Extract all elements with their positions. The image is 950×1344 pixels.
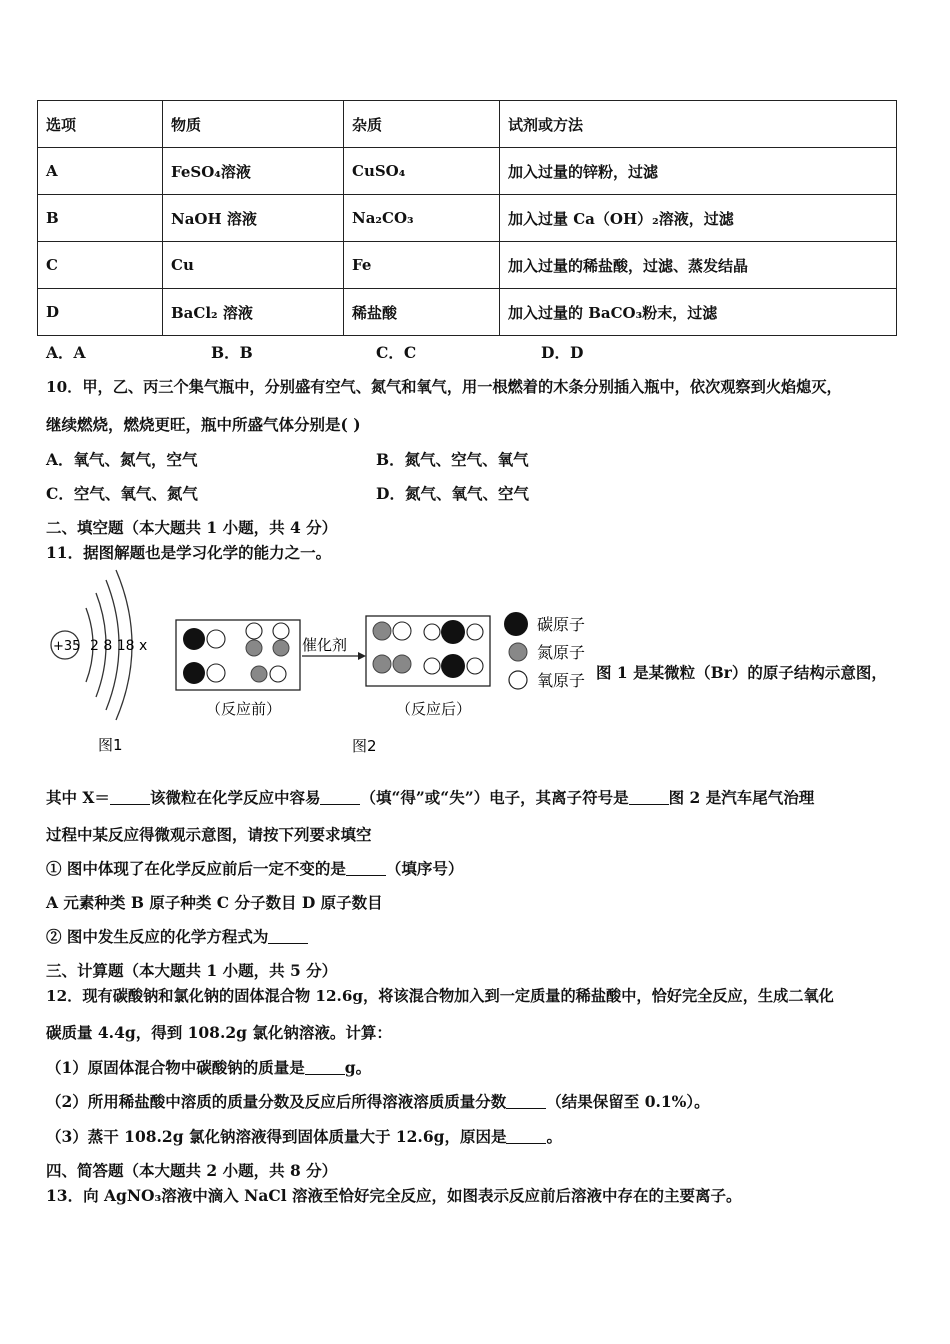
- q10-choice-b: B．氮气、空气、氧气: [376, 450, 529, 469]
- q11-line1-part-d: 图 2 是汽车尾气治理: [668, 788, 815, 807]
- nitrogen-atom: [273, 640, 289, 656]
- table-cell: Cu: [163, 242, 344, 289]
- q12-part2-text: （2）所用稀盐酸中溶质的质量分数及反应后所得溶液溶质质量分数: [46, 1092, 507, 1111]
- q11-stem: 11．据图解题也是学习化学的能力之一。: [46, 543, 332, 562]
- answer-blank[interactable]: [320, 790, 360, 805]
- legend-oxygen-label: 氧原子: [537, 671, 586, 690]
- q11-side-text: 图 1 是某微粒（Br）的原子结构示意图，: [596, 663, 887, 682]
- q11-line1-part-c: （填“得”或“失”）电子，其离子符号是: [360, 788, 629, 807]
- oxygen-atom: [270, 666, 286, 682]
- oxygen-atom: [424, 658, 440, 674]
- q12-part2-tail: （结果保留至 0.1%）。: [546, 1092, 710, 1111]
- q12-part1-tail: g。: [344, 1058, 372, 1077]
- table-cell: 稀盐酸: [344, 289, 500, 336]
- q12-part3-tail: 。: [546, 1127, 562, 1146]
- arrow-head-icon: [358, 652, 366, 660]
- figure2-label: 图2: [352, 737, 377, 755]
- q12-part3: [46, 1125, 562, 1147]
- answer-blank[interactable]: [346, 861, 386, 876]
- table-cell: A: [38, 148, 163, 195]
- section-heading: 三、计算题（本大题共 1 小题，共 5 分）: [46, 961, 338, 980]
- nitrogen-atom: [373, 622, 391, 640]
- table-row: [38, 289, 897, 336]
- q9-choice-d: D．D: [541, 343, 584, 362]
- figure1-label: 图1: [98, 736, 123, 754]
- table-cell: D: [38, 289, 163, 336]
- oxygen-atom: [246, 623, 262, 639]
- section-heading: 四、简答题（本大题共 2 小题，共 8 分）: [46, 1161, 338, 1180]
- q12-part1-text: （1）原固体混合物中碳酸钠的质量是: [46, 1058, 305, 1077]
- q12-part3-text: （3）蒸干 108.2g 氯化钠溶液得到固体质量大于 12.6g，原因是: [46, 1127, 507, 1146]
- table-cell: B: [38, 195, 163, 242]
- table-cell: CuSO₄: [344, 148, 500, 195]
- answer-blank[interactable]: [110, 790, 150, 805]
- table-cell: 加入过量的 BaCO₃粉末，过滤: [500, 289, 897, 336]
- carbon-atom: [183, 628, 205, 650]
- answer-blank[interactable]: [506, 1094, 546, 1109]
- table-header-cell: 杂质: [344, 101, 500, 148]
- oxygen-atom: [273, 623, 289, 639]
- q12-part1: [46, 1056, 371, 1078]
- nitrogen-atom: [393, 655, 411, 673]
- q11-line1-part-a: 其中 X＝: [46, 788, 110, 807]
- atom-structure-figure: [40, 568, 160, 758]
- q11-sub2: [46, 925, 308, 947]
- table-header-row: [38, 101, 897, 148]
- oxygen-atom: [424, 624, 440, 640]
- table-cell: 加入过量的锌粉，过滤: [500, 148, 897, 195]
- table-row: [38, 242, 897, 289]
- table-cell: 加入过量的稀盐酸，过滤、蒸发结晶: [500, 242, 897, 289]
- answer-blank[interactable]: [506, 1129, 546, 1144]
- legend-oxygen-icon: [509, 671, 527, 689]
- legend-carbon-label: 碳原子: [537, 615, 586, 634]
- table-header-cell: 选项: [38, 101, 163, 148]
- q13-stem: 13．向 AgNO₃溶液中滴入 NaCl 溶液至恰好完全反应，如图表示反应前后溶液中存在的主要离子。: [46, 1186, 742, 1205]
- table-row: [38, 195, 897, 242]
- after-label: （反应后）: [396, 700, 472, 718]
- q11-line2: 过程中某反应得微观示意图，请按下列要求填空: [46, 825, 372, 844]
- answer-blank[interactable]: [305, 1060, 345, 1075]
- table-cell: Na₂CO₃: [344, 195, 500, 242]
- options-table: [37, 100, 897, 336]
- table-cell: FeSO₄溶液: [163, 148, 344, 195]
- q12-stem-line2: 碳质量 4.4g，得到 108.2g 氯化钠溶液。计算：: [46, 1023, 392, 1042]
- legend-nitrogen-label: 氮原子: [537, 643, 586, 662]
- q9-choice-c: C．C: [376, 343, 417, 362]
- nucleus-charge: +35: [53, 639, 81, 654]
- section-heading: 二、填空题（本大题共 1 小题，共 4 分）: [46, 518, 338, 537]
- oxygen-atom: [467, 624, 483, 640]
- q10-choice-a: A．氧气、氮气，空气: [46, 450, 198, 469]
- q11-sub1-options: A 元素种类 B 原子种类 C 分子数目 D 原子数目: [46, 893, 383, 912]
- catalyst-label: 催化剂: [302, 636, 348, 654]
- q10-choice-d: D．氮气、氧气、空气: [376, 484, 529, 503]
- q11-sub1: [46, 857, 463, 879]
- q10-stem-line2: 继续燃烧，燃烧更旺，瓶中所盛气体分别是( ): [46, 415, 361, 434]
- reaction-diagram-figure: [170, 600, 600, 760]
- q11-sub1-text: ① 图中体现了在化学反应前后一定不变的是: [46, 859, 346, 878]
- nitrogen-atom: [246, 640, 262, 656]
- oxygen-atom: [207, 630, 225, 648]
- table-cell: Fe: [344, 242, 500, 289]
- carbon-atom: [441, 620, 465, 644]
- table-row: [38, 148, 897, 195]
- oxygen-atom: [467, 658, 483, 674]
- q12-part2: [46, 1090, 710, 1112]
- carbon-atom: [183, 662, 205, 684]
- q9-choice-a: A．A: [46, 343, 86, 362]
- answer-blank[interactable]: [629, 790, 669, 805]
- table-header-cell: 物质: [163, 101, 344, 148]
- nitrogen-atom: [251, 666, 267, 682]
- q11-sub2-text: ② 图中发生反应的化学方程式为: [46, 927, 269, 946]
- nitrogen-atom: [373, 655, 391, 673]
- table-cell: NaOH 溶液: [163, 195, 344, 242]
- oxygen-atom: [393, 622, 411, 640]
- table-header-cell: 试剂或方法: [500, 101, 897, 148]
- q10-stem-line1: 10．甲，乙、丙三个集气瓶中，分别盛有空气、氮气和氧气，用一根燃着的木条分别插入瓶中，依次观察到火焰熄灭，: [46, 378, 842, 396]
- table-cell: C: [38, 242, 163, 289]
- q11-sub1-tail: （填序号）: [385, 859, 464, 878]
- table-cell: BaCl₂ 溶液: [163, 289, 344, 336]
- legend-carbon-icon: [504, 612, 528, 636]
- shell-electron-counts: 2 8 18 x: [90, 638, 148, 654]
- q9-choice-b: B．B: [211, 343, 253, 362]
- carbon-atom: [441, 654, 465, 678]
- legend-nitrogen-icon: [509, 643, 527, 661]
- q11-line1: [46, 786, 814, 808]
- table-cell: 加入过量 Ca（OH）₂溶液，过滤: [500, 195, 897, 242]
- q12-stem-line1: 12．现有碳酸钠和氯化钠的固体混合物 12.6g，将该混合物加入到一定质量的稀盐酸中，恰好完全反应，生成二氧化: [46, 987, 834, 1005]
- before-label: （反应前）: [206, 700, 282, 718]
- q10-choice-c: C．空气、氧气、氮气: [46, 484, 198, 503]
- answer-blank[interactable]: [268, 929, 308, 944]
- oxygen-atom: [207, 664, 225, 682]
- q11-line1-part-b: 该微粒在化学反应中容易: [149, 788, 321, 807]
